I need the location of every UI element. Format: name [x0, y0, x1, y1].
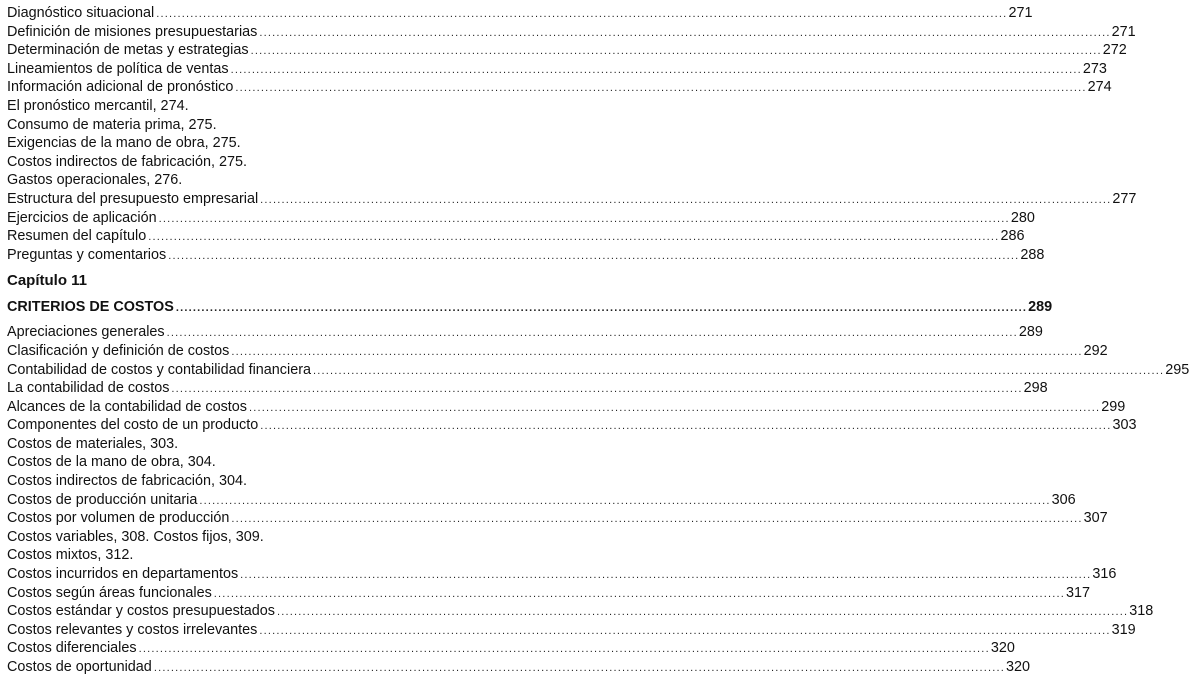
toc-entry-title: Alcances de la contabilidad de costos	[7, 398, 247, 415]
toc-entry[interactable]	[7, 342, 1108, 361]
dot-leader: ........................................................................................................................................................................................................	[260, 193, 1112, 206]
toc-entry[interactable]	[7, 246, 1045, 265]
toc-entry-title: Costos de producción unitaria	[7, 491, 198, 508]
toc-entry-title: Apreciaciones generales	[7, 324, 165, 341]
toc-subentry	[7, 453, 443, 472]
toc-page-number: 289	[1018, 324, 1043, 341]
toc-entry-title: Definición de misiones presupuestarias	[7, 23, 258, 40]
toc-entry-title: Costos mixtos, 312.	[7, 547, 134, 564]
dot-leader: ........................................................................................................................................................................................................	[138, 643, 990, 656]
toc-entry[interactable]	[7, 602, 1154, 621]
toc-entry[interactable]	[7, 227, 1025, 246]
toc-entry-title: Información adicional de pronóstico	[7, 79, 234, 96]
toc-entry-title: Exigencias de la mano de obra, 275.	[7, 135, 241, 152]
toc-page-number: 271	[1008, 5, 1033, 21]
chapter-title-row[interactable]	[7, 297, 1053, 317]
toc-page-number: 273	[1082, 60, 1107, 77]
dot-leader: ........................................................................................................................................................................................................	[166, 327, 1018, 340]
toc-page-number: 306	[1051, 491, 1076, 508]
dot-leader: ........................................................................................................................................................................................................	[259, 624, 1111, 637]
toc-entry[interactable]	[7, 209, 1035, 228]
toc-page-number: 299	[1101, 398, 1126, 415]
toc-page-number: 317	[1066, 584, 1091, 601]
toc-entry-title: Costos relevantes y costos irrelevantes	[7, 621, 258, 638]
dot-leader: ........................................................................................................................................................................................................	[249, 401, 1101, 414]
toc-entry-title: Costos estándar y costos presupuestados	[7, 603, 275, 620]
dot-leader: ........................................................................................................................................................................................................	[158, 212, 1010, 225]
toc-page-number: 320	[990, 640, 1015, 657]
toc-page-number: 274	[1087, 79, 1112, 96]
dot-leader: ........................................................................................................................................................................................................	[175, 302, 1028, 315]
dot-leader: ........................................................................................................................................................................................................	[199, 494, 1051, 507]
toc-entry-title: Costos de oportunidad	[7, 659, 152, 675]
toc-page-number: 288	[1020, 246, 1045, 263]
chapter-title: CRITERIOS DE COSTOS	[7, 299, 174, 316]
toc-entry[interactable]	[7, 398, 1126, 417]
toc-subentry	[7, 435, 443, 454]
toc-subentry	[7, 116, 443, 135]
toc-entry-title: Gastos operacionales, 276.	[7, 172, 183, 189]
toc-entry[interactable]	[7, 23, 1136, 42]
toc-entry-title: Lineamientos de política de ventas	[7, 60, 229, 77]
dot-leader: ........................................................................................................................................................................................................	[260, 420, 1112, 433]
toc-page-number: 292	[1083, 342, 1108, 359]
toc-entry-title: Costos variables, 308. Costos fijos, 309.	[7, 528, 264, 545]
toc-entry[interactable]	[7, 41, 1127, 60]
toc-entry[interactable]	[7, 60, 1107, 79]
toc-entry[interactable]	[7, 361, 1189, 380]
dot-leader: ........................................................................................................................................................................................................	[313, 364, 1165, 377]
toc-entry[interactable]	[7, 190, 1137, 209]
toc-entry-title: El pronóstico mercantil, 274.	[7, 97, 189, 114]
toc-page-number: 280	[1010, 209, 1035, 226]
toc-entry[interactable]	[7, 491, 1076, 510]
toc-entry-title: Costos indirectos de fabricación, 275.	[7, 153, 247, 170]
toc-entry-title: Determinación de metas y estrategias	[7, 42, 249, 59]
toc-entry[interactable]	[7, 621, 1136, 640]
toc-entry-title: Contabilidad de costos y contabilidad financiera	[7, 361, 311, 378]
toc-entry[interactable]	[7, 639, 1015, 658]
toc-subentry	[7, 546, 443, 565]
toc-subentry	[7, 472, 443, 491]
toc-entry-title: Costos diferenciales	[7, 640, 137, 657]
dot-leader: ........................................................................................................................................................................................................	[230, 63, 1082, 76]
toc-entry[interactable]	[7, 584, 1091, 603]
toc-entry-title: Costos de materiales, 303.	[7, 435, 179, 452]
toc-subentry	[7, 134, 443, 153]
toc-entry-title: Preguntas y comentarios	[7, 246, 167, 263]
toc-entry[interactable]	[7, 658, 1031, 677]
dot-leader: ........................................................................................................................................................................................................	[231, 345, 1083, 358]
chapter-page-number: 289	[1028, 299, 1053, 316]
toc-list-previous-chapter	[7, 4, 1137, 264]
toc-page-number: 272	[1102, 42, 1127, 59]
dot-leader: ........................................................................................................................................................................................................	[156, 8, 1008, 20]
toc-subentry	[7, 171, 443, 190]
toc-page-number: 271	[1111, 23, 1136, 40]
toc-entry[interactable]	[7, 416, 1137, 435]
toc-page-number: 318	[1129, 603, 1154, 620]
toc-entry[interactable]	[7, 565, 1117, 584]
toc-entry[interactable]	[7, 323, 1043, 342]
toc-entry-title: Costos indirectos de fabricación, 304.	[7, 473, 247, 490]
toc-entry-title: Costos por volumen de producción	[7, 510, 230, 527]
toc-list-chapter-11	[7, 323, 1189, 676]
dot-leader: ........................................................................................................................................................................................................	[235, 82, 1087, 95]
toc-page-number: 319	[1111, 621, 1136, 638]
dot-leader: ........................................................................................................................................................................................................	[168, 249, 1020, 262]
dot-leader: ........................................................................................................................................................................................................	[240, 569, 1092, 582]
dot-leader: ........................................................................................................................................................................................................	[259, 26, 1111, 39]
toc-entry[interactable]	[7, 509, 1108, 528]
toc-page-number: 307	[1083, 510, 1108, 527]
dot-leader: ........................................................................................................................................................................................................	[276, 606, 1129, 619]
toc-page-number: 295	[1165, 361, 1189, 378]
dot-leader: ........................................................................................................................................................................................................	[250, 45, 1102, 58]
dot-leader: ........................................................................................................................................................................................................	[148, 231, 1000, 244]
toc-entry-title: Estructura del presupuesto empresarial	[7, 190, 259, 207]
chapter-label: Capítulo 11	[7, 272, 88, 290]
toc-entry-title: Consumo de materia prima, 275.	[7, 116, 217, 133]
toc-page-number: 316	[1092, 566, 1117, 583]
toc-entry[interactable]	[7, 379, 1048, 398]
toc-entry-title: Costos incurridos en departamentos	[7, 566, 239, 583]
toc-subentry	[7, 153, 443, 172]
toc-page-number: 277	[1112, 190, 1137, 207]
toc-entry-title: Componentes del costo de un producto	[7, 417, 259, 434]
toc-entry-title: Diagnóstico situacional	[7, 5, 155, 21]
toc-page-number: 286	[1000, 228, 1025, 245]
toc-entry-title: Ejercicios de aplicación	[7, 209, 157, 226]
toc-page-number: 320	[1006, 659, 1031, 675]
toc-subentry	[7, 97, 443, 116]
toc-subentry	[7, 528, 443, 547]
dot-leader: ........................................................................................................................................................................................................	[171, 383, 1023, 396]
toc-entry-title: Resumen del capítulo	[7, 228, 147, 245]
dot-leader: ........................................................................................................................................................................................................	[231, 513, 1083, 526]
toc-page-number: 303	[1112, 417, 1137, 434]
toc-entry[interactable]	[7, 78, 1112, 97]
dot-leader: ........................................................................................................................................................................................................	[213, 587, 1066, 600]
toc-entry-title: Costos de la mano de obra, 304.	[7, 454, 216, 471]
toc-page-number: 298	[1023, 380, 1048, 397]
dot-leader: ........................................................................................................................................................................................................	[153, 662, 1006, 674]
toc-entry-title: Clasificación y definición de costos	[7, 342, 230, 359]
toc-entry[interactable]	[7, 4, 1033, 23]
toc-entry-title: Costos según áreas funcionales	[7, 584, 212, 601]
toc-entry-title: La contabilidad de costos	[7, 380, 170, 397]
